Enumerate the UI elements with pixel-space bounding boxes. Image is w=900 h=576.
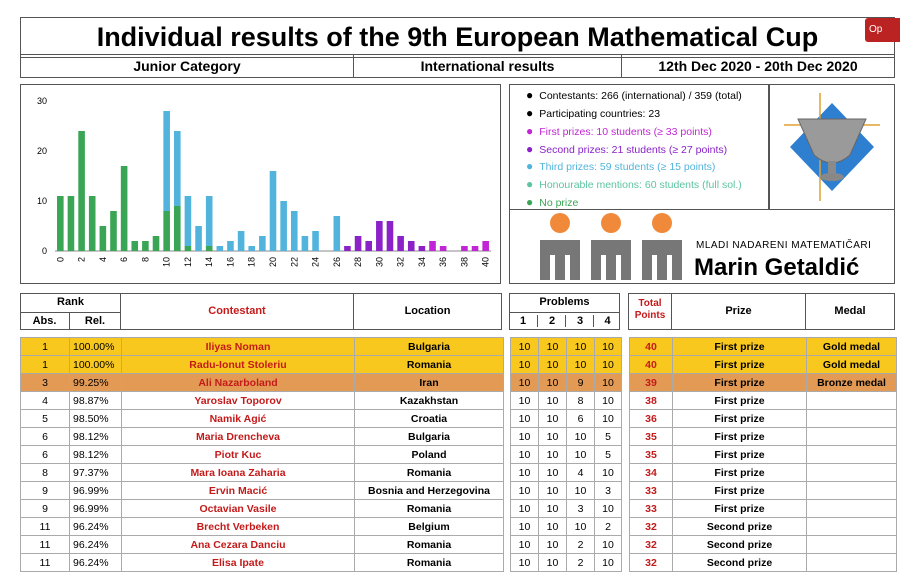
- spacer-cell: [504, 446, 511, 464]
- table-row: [21, 428, 897, 446]
- problem-4-score-cell: 10: [595, 464, 622, 482]
- spacer-cell: [622, 518, 630, 536]
- spacer-cell: [504, 518, 511, 536]
- bar-second-33: [408, 241, 415, 251]
- rank-abs-cell: 1: [21, 356, 70, 374]
- problem-2-header: 2: [537, 315, 566, 327]
- spacer-cell: [622, 536, 630, 554]
- problem-1-score-cell: 10: [511, 428, 539, 446]
- rank-rel-cell: 96.99%: [70, 500, 122, 518]
- y-tick-label: 20: [36, 146, 47, 156]
- results-table: [20, 337, 897, 572]
- prize-cell: First prize: [673, 338, 807, 356]
- spacer-cell: [504, 464, 511, 482]
- contestant-name-cell: Ana Cezara Danciu: [122, 536, 355, 554]
- spacer-cell: [504, 410, 511, 428]
- bar-third-26: [334, 216, 341, 251]
- problem-3-score-cell: 3: [567, 500, 595, 518]
- rank-rel-cell: 100.00%: [70, 356, 122, 374]
- total-points-cell: 38: [630, 392, 673, 410]
- cup-emblem: [770, 85, 894, 209]
- problem-2-score-cell: 10: [539, 500, 567, 518]
- table-row: [21, 410, 897, 428]
- problem-4-score-cell: 10: [595, 374, 622, 392]
- problem-2-score-cell: 10: [539, 482, 567, 500]
- bar-first-40: [482, 241, 489, 251]
- x-tick-label: 32: [395, 257, 406, 268]
- problem-2-score-cell: 10: [539, 536, 567, 554]
- problem-1-score-cell: 10: [511, 338, 539, 356]
- prize-cell: First prize: [673, 482, 807, 500]
- total-points-cell: 40: [630, 338, 673, 356]
- problem-1-score-cell: 10: [511, 446, 539, 464]
- contestant-name-cell: Ervin Macić: [122, 482, 355, 500]
- rank-abs-cell: 4: [21, 392, 70, 410]
- spacer-cell: [504, 536, 511, 554]
- location-cell: Romania: [355, 464, 504, 482]
- x-tick-label: 20: [268, 257, 278, 268]
- table-row: [21, 464, 897, 482]
- medal-cell: [807, 446, 897, 464]
- medal-cell: [807, 392, 897, 410]
- table-row: [21, 338, 897, 356]
- rank-rel-cell: 98.87%: [70, 392, 122, 410]
- bar-none-3: [89, 196, 96, 251]
- table-row: [21, 554, 897, 572]
- bar-none-1: [68, 196, 75, 251]
- rank-abs-cell: 5: [21, 410, 70, 428]
- x-tick-label: 6: [119, 257, 130, 263]
- problem-1-score-cell: 10: [511, 374, 539, 392]
- prize-cell: First prize: [673, 392, 807, 410]
- x-tick-label: 2: [76, 257, 87, 263]
- table-row: [21, 392, 897, 410]
- y-tick-label: 0: [41, 246, 47, 256]
- stat-honourable-mentions: ● Honourable mentions: 60 students (full sol.): [526, 177, 742, 191]
- x-tick-label: 22: [289, 257, 300, 268]
- emblem-panel: [769, 84, 895, 210]
- table-row: [21, 446, 897, 464]
- contestant-name-cell: Mara Ioana Zaharia: [122, 464, 355, 482]
- problem-4-score-cell: 10: [595, 554, 622, 572]
- bar-none-8: [142, 241, 149, 251]
- prize-cell: First prize: [673, 374, 807, 392]
- spacer-cell: [622, 374, 630, 392]
- rank-rel-cell: 98.12%: [70, 446, 122, 464]
- contestant-name-cell: Octavian Vasile: [122, 500, 355, 518]
- bar-third-16: [227, 241, 234, 251]
- bar-second-31: [387, 221, 394, 251]
- org-logo-icon: [510, 210, 690, 284]
- rank-abs-cell: 9: [21, 482, 70, 500]
- x-tick-label: 0: [55, 257, 66, 263]
- contestant-name-cell: Elisa Ipate: [122, 554, 355, 572]
- rank-rel-cell: 96.24%: [70, 554, 122, 572]
- contestant-name-cell: Brecht Verbeken: [122, 518, 355, 536]
- problem-4-score-cell: 10: [595, 356, 622, 374]
- stat-contestants: ● Contestants: 266 (international) / 359 (total): [526, 88, 742, 102]
- problem-2-score-cell: 10: [539, 338, 567, 356]
- table-row: [21, 500, 897, 518]
- spacer-cell: [622, 392, 630, 410]
- problem-3-score-cell: 4: [567, 464, 595, 482]
- bar-third-21: [280, 201, 287, 251]
- rank-rel-cell: 98.12%: [70, 428, 122, 446]
- medal-cell: [807, 482, 897, 500]
- medal-cell: Bronze medal: [807, 374, 897, 392]
- problem-3-score-cell: 2: [567, 554, 595, 572]
- location-cell: Romania: [355, 356, 504, 374]
- spacer-cell: [622, 356, 630, 374]
- rank-abs-cell: 11: [21, 554, 70, 572]
- bar-second-30: [376, 221, 383, 251]
- spacer-cell: [504, 392, 511, 410]
- spacer-cell: [504, 482, 511, 500]
- bar-third-15: [217, 246, 224, 251]
- bar-none-12: [185, 246, 192, 251]
- problem-4-score-cell: 3: [595, 482, 622, 500]
- rank-rel-cell: 96.99%: [70, 482, 122, 500]
- problem-3-score-cell: 10: [567, 518, 595, 536]
- problem-1-score-cell: 10: [511, 518, 539, 536]
- bar-none-10: [163, 211, 170, 251]
- problem-2-score-cell: 10: [539, 554, 567, 572]
- location-cell: Romania: [355, 554, 504, 572]
- x-tick-label: 38: [459, 257, 470, 268]
- stat-third-prizes: ● Third prizes: 59 students (≥ 15 points): [526, 159, 716, 173]
- rel-header: Rel.: [84, 315, 106, 327]
- spacer-cell: [622, 410, 630, 428]
- prize-cell: Second prize: [673, 518, 807, 536]
- problem-3-score-cell: 10: [567, 446, 595, 464]
- total-header-label: Total Points: [634, 298, 666, 321]
- problem-4-score-cell: 10: [595, 410, 622, 428]
- problem-1-score-cell: 10: [511, 356, 539, 374]
- stat-countries: ● Participating countries: 23: [526, 106, 661, 120]
- x-tick-label: 26: [331, 257, 342, 268]
- problem-2-score-cell: 10: [539, 446, 567, 464]
- medal-cell: Gold medal: [807, 356, 897, 374]
- table-row: [21, 482, 897, 500]
- contestant-name-cell: Radu-Ionut Stoleriu: [122, 356, 355, 374]
- problems-divider: [509, 312, 620, 313]
- problem-2-score-cell: 10: [539, 410, 567, 428]
- prize-header-label: Prize: [725, 305, 752, 317]
- medal-cell: [807, 428, 897, 446]
- total-points-cell: 32: [630, 536, 673, 554]
- contestant-name-cell: Iliyas Noman: [122, 338, 355, 356]
- bar-second-29: [365, 241, 372, 251]
- problem-1-score-cell: 10: [511, 536, 539, 554]
- total-points-cell: 35: [630, 446, 673, 464]
- bar-third-18: [248, 246, 255, 251]
- table-row: [21, 518, 897, 536]
- total-points-cell: 33: [630, 500, 673, 518]
- total-points-cell: 35: [630, 428, 673, 446]
- x-tick-label: 24: [310, 257, 321, 268]
- bar-second-27: [344, 246, 351, 251]
- prize-cell: Second prize: [673, 554, 807, 572]
- prize-cell: First prize: [673, 410, 807, 428]
- rank-rel-cell: 96.24%: [70, 518, 122, 536]
- bar-second-34: [419, 246, 426, 251]
- problem-3-score-cell: 6: [567, 410, 595, 428]
- contestant-header-label: Contestant: [208, 305, 266, 317]
- x-tick-label: 16: [225, 257, 236, 268]
- problem-4-score-cell: 10: [595, 392, 622, 410]
- location-cell: Croatia: [355, 410, 504, 428]
- rank-header-label: Rank: [57, 296, 84, 308]
- spacer-cell: [504, 338, 511, 356]
- bar-none-5: [110, 211, 117, 251]
- points-histogram: [21, 85, 500, 283]
- y-tick-label: 30: [36, 96, 47, 106]
- medal-cell: [807, 410, 897, 428]
- table-row: [21, 536, 897, 554]
- problem-4-header: 4: [593, 315, 621, 327]
- location-cell: Poland: [355, 446, 504, 464]
- rank-abs-cell: 11: [21, 536, 70, 554]
- problem-1-score-cell: 10: [511, 392, 539, 410]
- spacer-cell: [504, 428, 511, 446]
- rank-abs-cell: 11: [21, 518, 70, 536]
- total-points-cell: 34: [630, 464, 673, 482]
- location-cell: Romania: [355, 536, 504, 554]
- problem-3-score-cell: 9: [567, 374, 595, 392]
- rank-abs-cell: 6: [21, 428, 70, 446]
- problem-2-score-cell: 10: [539, 428, 567, 446]
- bar-third-10: [163, 111, 170, 211]
- spacer-cell: [504, 554, 511, 572]
- rank-rel-cell: 99.25%: [70, 374, 122, 392]
- bar-second-28: [355, 236, 362, 251]
- x-tick-label: 4: [97, 257, 108, 263]
- problem-3-score-cell: 10: [567, 338, 595, 356]
- bar-first-39: [472, 246, 479, 251]
- rank-abs-cell: 8: [21, 464, 70, 482]
- bar-third-14: [206, 196, 213, 246]
- bar-third-24: [312, 231, 319, 251]
- problem-3-score-cell: 10: [567, 482, 595, 500]
- problem-3-score-cell: 10: [567, 356, 595, 374]
- total-points-cell: 39: [630, 374, 673, 392]
- medal-cell: [807, 518, 897, 536]
- contestant-name-cell: Yaroslav Toporov: [122, 392, 355, 410]
- bar-none-7: [131, 241, 138, 251]
- contestant-name-cell: Maria Drencheva: [122, 428, 355, 446]
- rank-rel-cell: 98.50%: [70, 410, 122, 428]
- scope-label: International results: [353, 54, 622, 78]
- total-points-cell: 32: [630, 554, 673, 572]
- x-tick-label: 10: [161, 257, 172, 268]
- bar-first-38: [461, 246, 468, 251]
- problem-1-score-cell: 10: [511, 500, 539, 518]
- org-name-line1: MLADI NADARENI MATEMATIČARI: [696, 240, 872, 251]
- bar-third-17: [238, 231, 245, 251]
- problem-4-score-cell: 2: [595, 518, 622, 536]
- bar-third-20: [270, 171, 277, 251]
- rank-abs-cell: 9: [21, 500, 70, 518]
- problem-2-score-cell: 10: [539, 464, 567, 482]
- location-cell: Bulgaria: [355, 428, 504, 446]
- bar-first-35: [429, 241, 436, 251]
- abs-header: Abs.: [32, 315, 57, 327]
- stat-second-prizes: ● Second prizes: 21 students (≥ 27 points): [526, 142, 728, 156]
- org-name-line2: Marin Getaldić: [694, 254, 860, 281]
- bar-third-22: [291, 211, 298, 251]
- problem-1-score-cell: 10: [511, 482, 539, 500]
- stat-no-prize: ● No prize: [526, 195, 579, 209]
- medal-header-label: Medal: [834, 305, 866, 317]
- medal-cell: [807, 500, 897, 518]
- prize-cell: First prize: [673, 428, 807, 446]
- contestant-name-cell: Namik Agić: [122, 410, 355, 428]
- prize-cell: First prize: [673, 500, 807, 518]
- spacer-cell: [622, 428, 630, 446]
- medal-cell: [807, 554, 897, 572]
- contestant-name-cell: Ali Nazarboland: [122, 374, 355, 392]
- rank-rel-cell: 96.24%: [70, 536, 122, 554]
- total-points-cell: 40: [630, 356, 673, 374]
- bar-none-14: [206, 246, 213, 251]
- bar-third-12: [185, 196, 192, 246]
- prize-cell: First prize: [673, 356, 807, 374]
- location-cell: Belgium: [355, 518, 504, 536]
- spacer-cell: [622, 464, 630, 482]
- prize-cell: First prize: [673, 446, 807, 464]
- histogram-panel: [20, 84, 501, 284]
- bar-none-2: [78, 131, 85, 251]
- contestant-name-cell: Piotr Kuc: [122, 446, 355, 464]
- problem-2-score-cell: 10: [539, 392, 567, 410]
- medal-cell: [807, 464, 897, 482]
- rank-abs-cell: 3: [21, 374, 70, 392]
- x-tick-label: 14: [204, 257, 215, 268]
- bar-none-9: [153, 236, 160, 251]
- bar-none-6: [121, 166, 128, 251]
- location-cell: Iran: [355, 374, 504, 392]
- rank-divider: [20, 312, 121, 313]
- x-tick-label: 18: [246, 257, 257, 268]
- bar-none-11: [174, 206, 181, 251]
- total-points-cell: 32: [630, 518, 673, 536]
- problem-4-score-cell: 10: [595, 536, 622, 554]
- y-tick-label: 10: [36, 196, 47, 206]
- problems-header-label: Problems: [539, 296, 590, 308]
- spacer-cell: [622, 338, 630, 356]
- problem-4-score-cell: 5: [595, 428, 622, 446]
- medal-cell: [807, 536, 897, 554]
- prize-cell: First prize: [673, 464, 807, 482]
- bar-third-13: [195, 226, 202, 251]
- problem-4-score-cell: 10: [595, 338, 622, 356]
- problem-1-score-cell: 10: [511, 410, 539, 428]
- bar-first-36: [440, 246, 447, 251]
- location-cell: Romania: [355, 500, 504, 518]
- location-header-label: Location: [404, 305, 451, 317]
- spacer-cell: [504, 500, 511, 518]
- problem-3-score-cell: 2: [567, 536, 595, 554]
- problem-2-score-cell: 10: [539, 518, 567, 536]
- bar-second-32: [397, 236, 404, 251]
- problem-4-score-cell: 5: [595, 446, 622, 464]
- x-tick-label: 28: [353, 257, 364, 268]
- prize-cell: Second prize: [673, 536, 807, 554]
- x-tick-label: 40: [480, 257, 491, 268]
- page-title: Individual results of the 9th European Mathematical Cup: [20, 17, 895, 58]
- problem-3-score-cell: 8: [567, 392, 595, 410]
- table-row: [21, 356, 897, 374]
- total-points-cell: 33: [630, 482, 673, 500]
- x-tick-label: 8: [140, 257, 151, 263]
- location-cell: Kazakhstan: [355, 392, 504, 410]
- problem-2-score-cell: 10: [539, 374, 567, 392]
- problem-1-header: 1: [519, 315, 527, 327]
- spacer-cell: [622, 500, 630, 518]
- x-tick-label: 34: [416, 257, 427, 268]
- problem-1-score-cell: 10: [511, 464, 539, 482]
- x-tick-label: 12: [182, 257, 193, 268]
- rank-rel-cell: 97.37%: [70, 464, 122, 482]
- bar-none-4: [100, 226, 107, 251]
- rank-abs-cell: 1: [21, 338, 70, 356]
- spacer-cell: [622, 554, 630, 572]
- stat-first-prizes: ● First prizes: 10 students (≥ 33 points): [526, 124, 712, 138]
- problem-4-score-cell: 10: [595, 500, 622, 518]
- rank-rel-cell: 100.00%: [70, 338, 122, 356]
- spacer-cell: [504, 356, 511, 374]
- bar-third-19: [259, 236, 266, 251]
- location-cell: Bosnia and Herzegovina: [355, 482, 504, 500]
- rank-abs-cell: 6: [21, 446, 70, 464]
- problem-3-score-cell: 10: [567, 428, 595, 446]
- x-tick-label: 30: [374, 257, 385, 268]
- medal-cell: Gold medal: [807, 338, 897, 356]
- bar-third-23: [302, 236, 309, 251]
- problem-3-header: 3: [565, 315, 594, 327]
- location-cell: Bulgaria: [355, 338, 504, 356]
- table-row: [21, 374, 897, 392]
- date-range: 12th Dec 2020 - 20th Dec 2020: [621, 54, 895, 78]
- total-points-cell: 36: [630, 410, 673, 428]
- spacer-cell: [622, 446, 630, 464]
- problem-2-score-cell: 10: [539, 356, 567, 374]
- spacer-cell: [504, 374, 511, 392]
- category-label: Junior Category: [20, 54, 354, 78]
- problem-1-score-cell: 10: [511, 554, 539, 572]
- spacer-cell: [622, 482, 630, 500]
- x-tick-label: 36: [438, 257, 449, 268]
- bar-third-11: [174, 131, 181, 206]
- bar-none-0: [57, 196, 64, 251]
- pdf-open-button[interactable]: Op: [865, 18, 900, 42]
